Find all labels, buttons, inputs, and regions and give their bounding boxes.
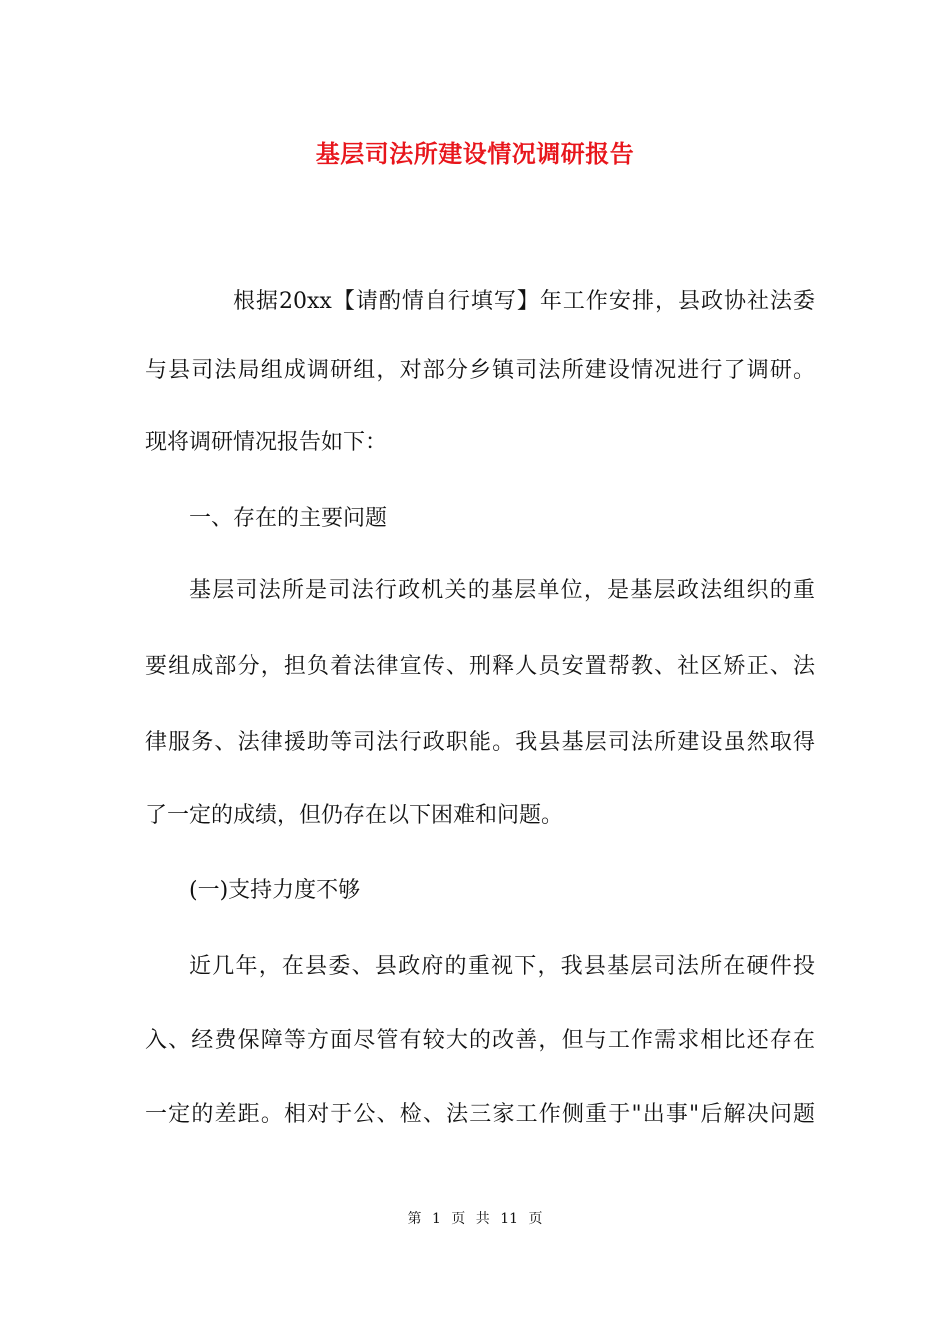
paragraph-line: 根据20xx【请酌情自行填写】年工作安排，县政协社法委: [233, 289, 815, 314]
section-heading: 一、存在的主要问题: [189, 506, 388, 531]
paragraph-line: 要组成部分，担负着法律宣传、刑释人员安置帮教、社区矫正、法: [145, 654, 815, 679]
paragraph-line: 近几年，在县委、县政府的重视下，我县基层司法所在硬件投: [189, 954, 815, 979]
paragraph-line: 基层司法所是司法行政机关的基层单位，是基层政法组织的重: [189, 578, 815, 603]
document-title: 基层司法所建设情况调研报告: [315, 139, 635, 168]
paragraph-line: 入、经费保障等方面尽管有较大的改善，但与工作需求相比还存在: [145, 1028, 815, 1053]
paragraph-line: 律服务、法律援助等司法行政职能。我县基层司法所建设虽然取得: [145, 730, 815, 755]
page-number-footer: 第 1 页 共 11 页: [407, 1211, 543, 1227]
paragraph-line: 了一定的成绩，但仍存在以下困难和问题。: [145, 803, 564, 828]
paragraph-line: 一定的差距。相对于公、检、法三家工作侧重于"出事"后解决问题: [145, 1102, 815, 1127]
subsection-heading: (一)支持力度不够: [189, 878, 361, 903]
paragraph-line: 与县司法局组成调研组，对部分乡镇司法所建设情况进行了调研。: [145, 358, 815, 383]
paragraph-line: 现将调研情况报告如下：: [145, 430, 388, 455]
